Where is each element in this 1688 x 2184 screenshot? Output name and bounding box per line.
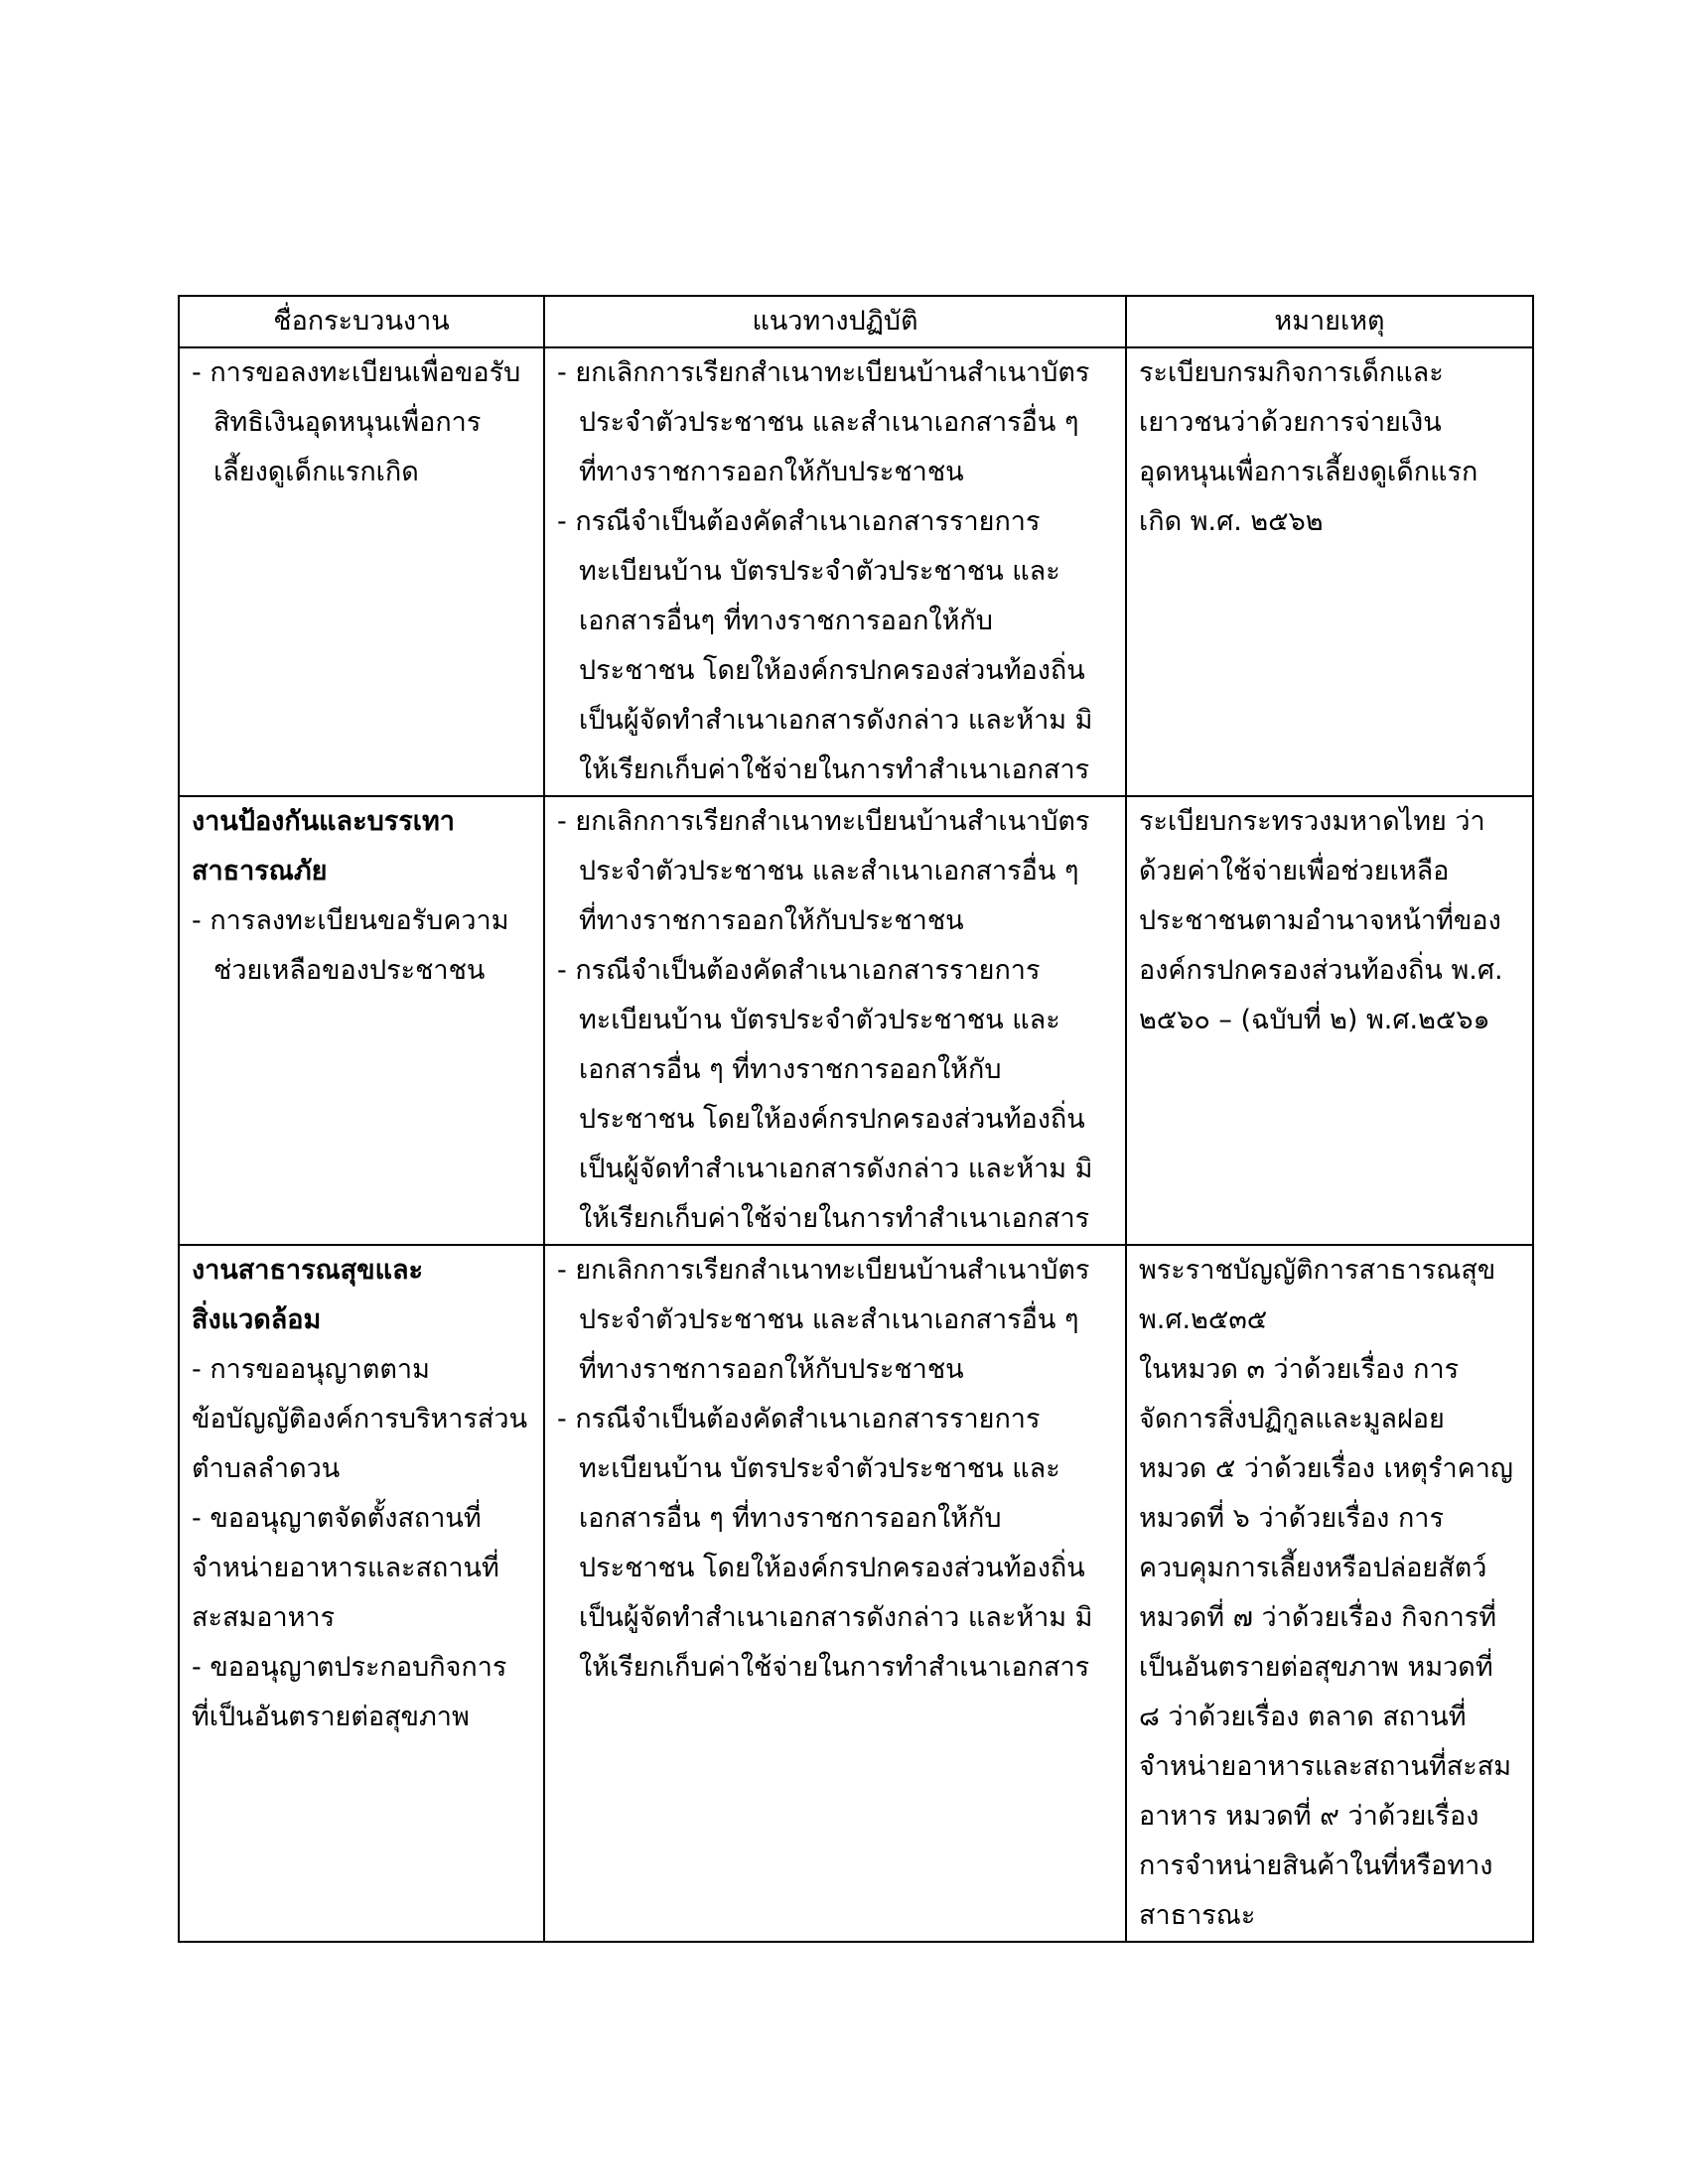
process-cell xyxy=(179,1245,544,1942)
process-line: ที่เป็นอันตรายต่อสุขภาพ xyxy=(192,1702,470,1732)
process-line: เลี้ยงดูเด็กแรกเกิด xyxy=(213,457,419,487)
remark-line: สาธารณะ xyxy=(1139,1900,1256,1931)
remark-line: ด้วยค่าใช้จ่ายเพื่อช่วยเหลือ xyxy=(1139,856,1450,887)
table-row xyxy=(179,1245,1533,1942)
remark-line: จัดการสิ่งปฏิกูลและมูลฝอย xyxy=(1139,1404,1445,1434)
guideline-line: ประจำตัวประชาชน และสำเนาเอกสารอื่น ๆ xyxy=(579,1304,1079,1335)
process-line: ตำบลลำดวน xyxy=(192,1453,341,1484)
remark-line: อาหาร หมวดที่ ๙ ว่าด้วยเรื่อง xyxy=(1139,1801,1479,1832)
process-line: สิทธิเงินอุดหนุนเพื่อการ xyxy=(213,407,482,438)
practice-guideline-table xyxy=(178,295,1534,1943)
header-remark: หมายเหตุ xyxy=(1126,296,1533,347)
guideline-line: ที่ทางราชการออกให้กับประชาชน xyxy=(579,457,964,487)
guideline-line: - ยกเลิกการเรียกสำเนาทะเบียนบ้านสำเนาบัตร xyxy=(557,357,1090,388)
process-line: จำหน่ายอาหารและสถานที่ xyxy=(192,1553,499,1583)
table-row xyxy=(179,796,1533,1245)
remark-cell xyxy=(1126,796,1533,1245)
table-header-row xyxy=(179,296,1533,347)
remark-line: จำหน่ายอาหารและสถานที่สะสม xyxy=(1139,1751,1512,1782)
process-line: สิ่งแวดล้อม xyxy=(192,1304,322,1335)
guideline-line: - กรณีจำเป็นต้องคัดสำเนาเอกสารรายการ xyxy=(557,506,1041,537)
guideline-line: ให้เรียกเก็บค่าใช้จ่ายในการทำสำเนาเอกสาร xyxy=(579,1203,1090,1234)
remark-line: ระเบียบกระทรวงมหาดไทย ว่า xyxy=(1139,806,1485,837)
guideline-line: เอกสารอื่นๆ ที่ทางราชการออกให้กับ xyxy=(579,606,993,636)
guideline-cell xyxy=(544,1245,1126,1942)
remark-line: เยาวชนว่าด้วยการจ่ายเงิน xyxy=(1139,407,1442,438)
guideline-line: ประชาชน โดยให้องค์กรปกครองส่วนท้องถิ่น xyxy=(579,1104,1085,1135)
process-line: งานสาธารณสุขและ xyxy=(192,1255,424,1286)
remark-line: ระเบียบกรมกิจการเด็กและ xyxy=(1139,357,1444,388)
table-row xyxy=(179,347,1533,796)
guideline-line: ทะเบียนบ้าน บัตรประจำตัวประชาชน และ xyxy=(579,1005,1060,1035)
remark-line: ควบคุมการเลี้ยงหรือปล่อยสัตว์ xyxy=(1139,1553,1487,1583)
process-cell xyxy=(179,796,544,1245)
guideline-line: ประจำตัวประชาชน และสำเนาเอกสารอื่น ๆ xyxy=(579,856,1079,887)
guideline-line: ให้เรียกเก็บค่าใช้จ่ายในการทำสำเนาเอกสาร xyxy=(579,1652,1090,1683)
process-line: - การลงทะเบียนขอรับความ xyxy=(192,905,509,936)
process-line: - ขออนุญาตจัดตั้งสถานที่ xyxy=(192,1503,482,1534)
process-line: งานป้องกันและบรรเทา xyxy=(192,806,455,837)
guideline-line: - กรณีจำเป็นต้องคัดสำเนาเอกสารรายการ xyxy=(557,955,1041,986)
guideline-line: เป็นผู้จัดทำสำเนาเอกสารดังกล่าว และห้าม มิ xyxy=(579,705,1093,736)
guideline-line: ทะเบียนบ้าน บัตรประจำตัวประชาชน และ xyxy=(579,1453,1060,1484)
guideline-line: เป็นผู้จัดทำสำเนาเอกสารดังกล่าว และห้าม มิ xyxy=(579,1154,1093,1184)
remark-line: ในหมวด ๓ ว่าด้วยเรื่อง การ xyxy=(1139,1354,1460,1385)
guideline-line: ให้เรียกเก็บค่าใช้จ่ายในการทำสำเนาเอกสาร xyxy=(579,754,1090,785)
process-line: ช่วยเหลือของประชาชน xyxy=(213,955,486,986)
guideline-line: เอกสารอื่น ๆ ที่ทางราชการออกให้กับ xyxy=(579,1503,1002,1534)
guideline-line: ที่ทางราชการออกให้กับประชาชน xyxy=(579,1354,964,1385)
remark-line: ๒๕๖๐ – (ฉบับที่ ๒) พ.ศ.๒๕๖๑ xyxy=(1139,1005,1490,1035)
process-line: - การขออนุญาตตาม xyxy=(192,1354,430,1385)
remark-line: เกิด พ.ศ. ๒๕๖๒ xyxy=(1139,506,1324,537)
remark-line: ประชาชนตามอำนาจหน้าที่ของ xyxy=(1139,905,1501,936)
guideline-line: ประชาชน โดยให้องค์กรปกครองส่วนท้องถิ่น xyxy=(579,655,1085,686)
remark-line: องค์กรปกครองส่วนท้องถิ่น พ.ศ. xyxy=(1139,955,1503,986)
guideline-line: ประจำตัวประชาชน และสำเนาเอกสารอื่น ๆ xyxy=(579,407,1079,438)
guideline-line: - กรณีจำเป็นต้องคัดสำเนาเอกสารรายการ xyxy=(557,1404,1041,1434)
remark-cell xyxy=(1126,347,1533,796)
guideline-cell xyxy=(544,796,1126,1245)
remark-line: หมวดที่ ๗ ว่าด้วยเรื่อง กิจการที่ xyxy=(1139,1602,1497,1633)
remark-cell xyxy=(1126,1245,1533,1942)
process-line: - ขออนุญาตประกอบกิจการ xyxy=(192,1652,507,1683)
guideline-line: ประชาชน โดยให้องค์กรปกครองส่วนท้องถิ่น xyxy=(579,1553,1085,1583)
guideline-line: เป็นผู้จัดทำสำเนาเอกสารดังกล่าว และห้าม มิ xyxy=(579,1602,1093,1633)
remark-line: เป็นอันตรายต่อสุขภาพ หมวดที่ xyxy=(1139,1652,1493,1683)
process-line: สาธารณภัย xyxy=(192,856,328,887)
guideline-line: - ยกเลิกการเรียกสำเนาทะเบียนบ้านสำเนาบัตร xyxy=(557,806,1090,837)
remark-line: หมวดที่ ๖ ว่าด้วยเรื่อง การ xyxy=(1139,1503,1444,1534)
guideline-line: - ยกเลิกการเรียกสำเนาทะเบียนบ้านสำเนาบัตร xyxy=(557,1255,1090,1286)
process-line: - การขอลงทะเบียนเพื่อขอรับ xyxy=(192,357,521,388)
guideline-line: ทะเบียนบ้าน บัตรประจำตัวประชาชน และ xyxy=(579,556,1060,587)
process-line: สะสมอาหาร xyxy=(192,1602,336,1633)
remark-line: ๘ ว่าด้วยเรื่อง ตลาด สถานที่ xyxy=(1139,1702,1467,1732)
guideline-line: เอกสารอื่น ๆ ที่ทางราชการออกให้กับ xyxy=(579,1054,1002,1085)
remark-line: อุดหนุนเพื่อการเลี้ยงดูเด็กแรก xyxy=(1139,457,1478,487)
guideline-line: ที่ทางราชการออกให้กับประชาชน xyxy=(579,905,964,936)
remark-line: พระราชบัญญัติการสาธารณสุข xyxy=(1139,1255,1496,1286)
process-line: ข้อบัญญัติองค์การบริหารส่วน xyxy=(192,1404,528,1434)
header-guideline: แนวทางปฏิบัติ xyxy=(544,296,1126,347)
header-process-name: ชื่อกระบวนงาน xyxy=(179,296,544,347)
process-cell xyxy=(179,347,544,796)
remark-line: การจำหน่ายสินค้าในที่หรือทาง xyxy=(1139,1850,1493,1881)
remark-line: หมวด ๕ ว่าด้วยเรื่อง เหตุรำคาญ xyxy=(1139,1453,1513,1484)
remark-line: พ.ศ.๒๕๓๕ xyxy=(1139,1304,1268,1335)
guideline-cell xyxy=(544,347,1126,796)
